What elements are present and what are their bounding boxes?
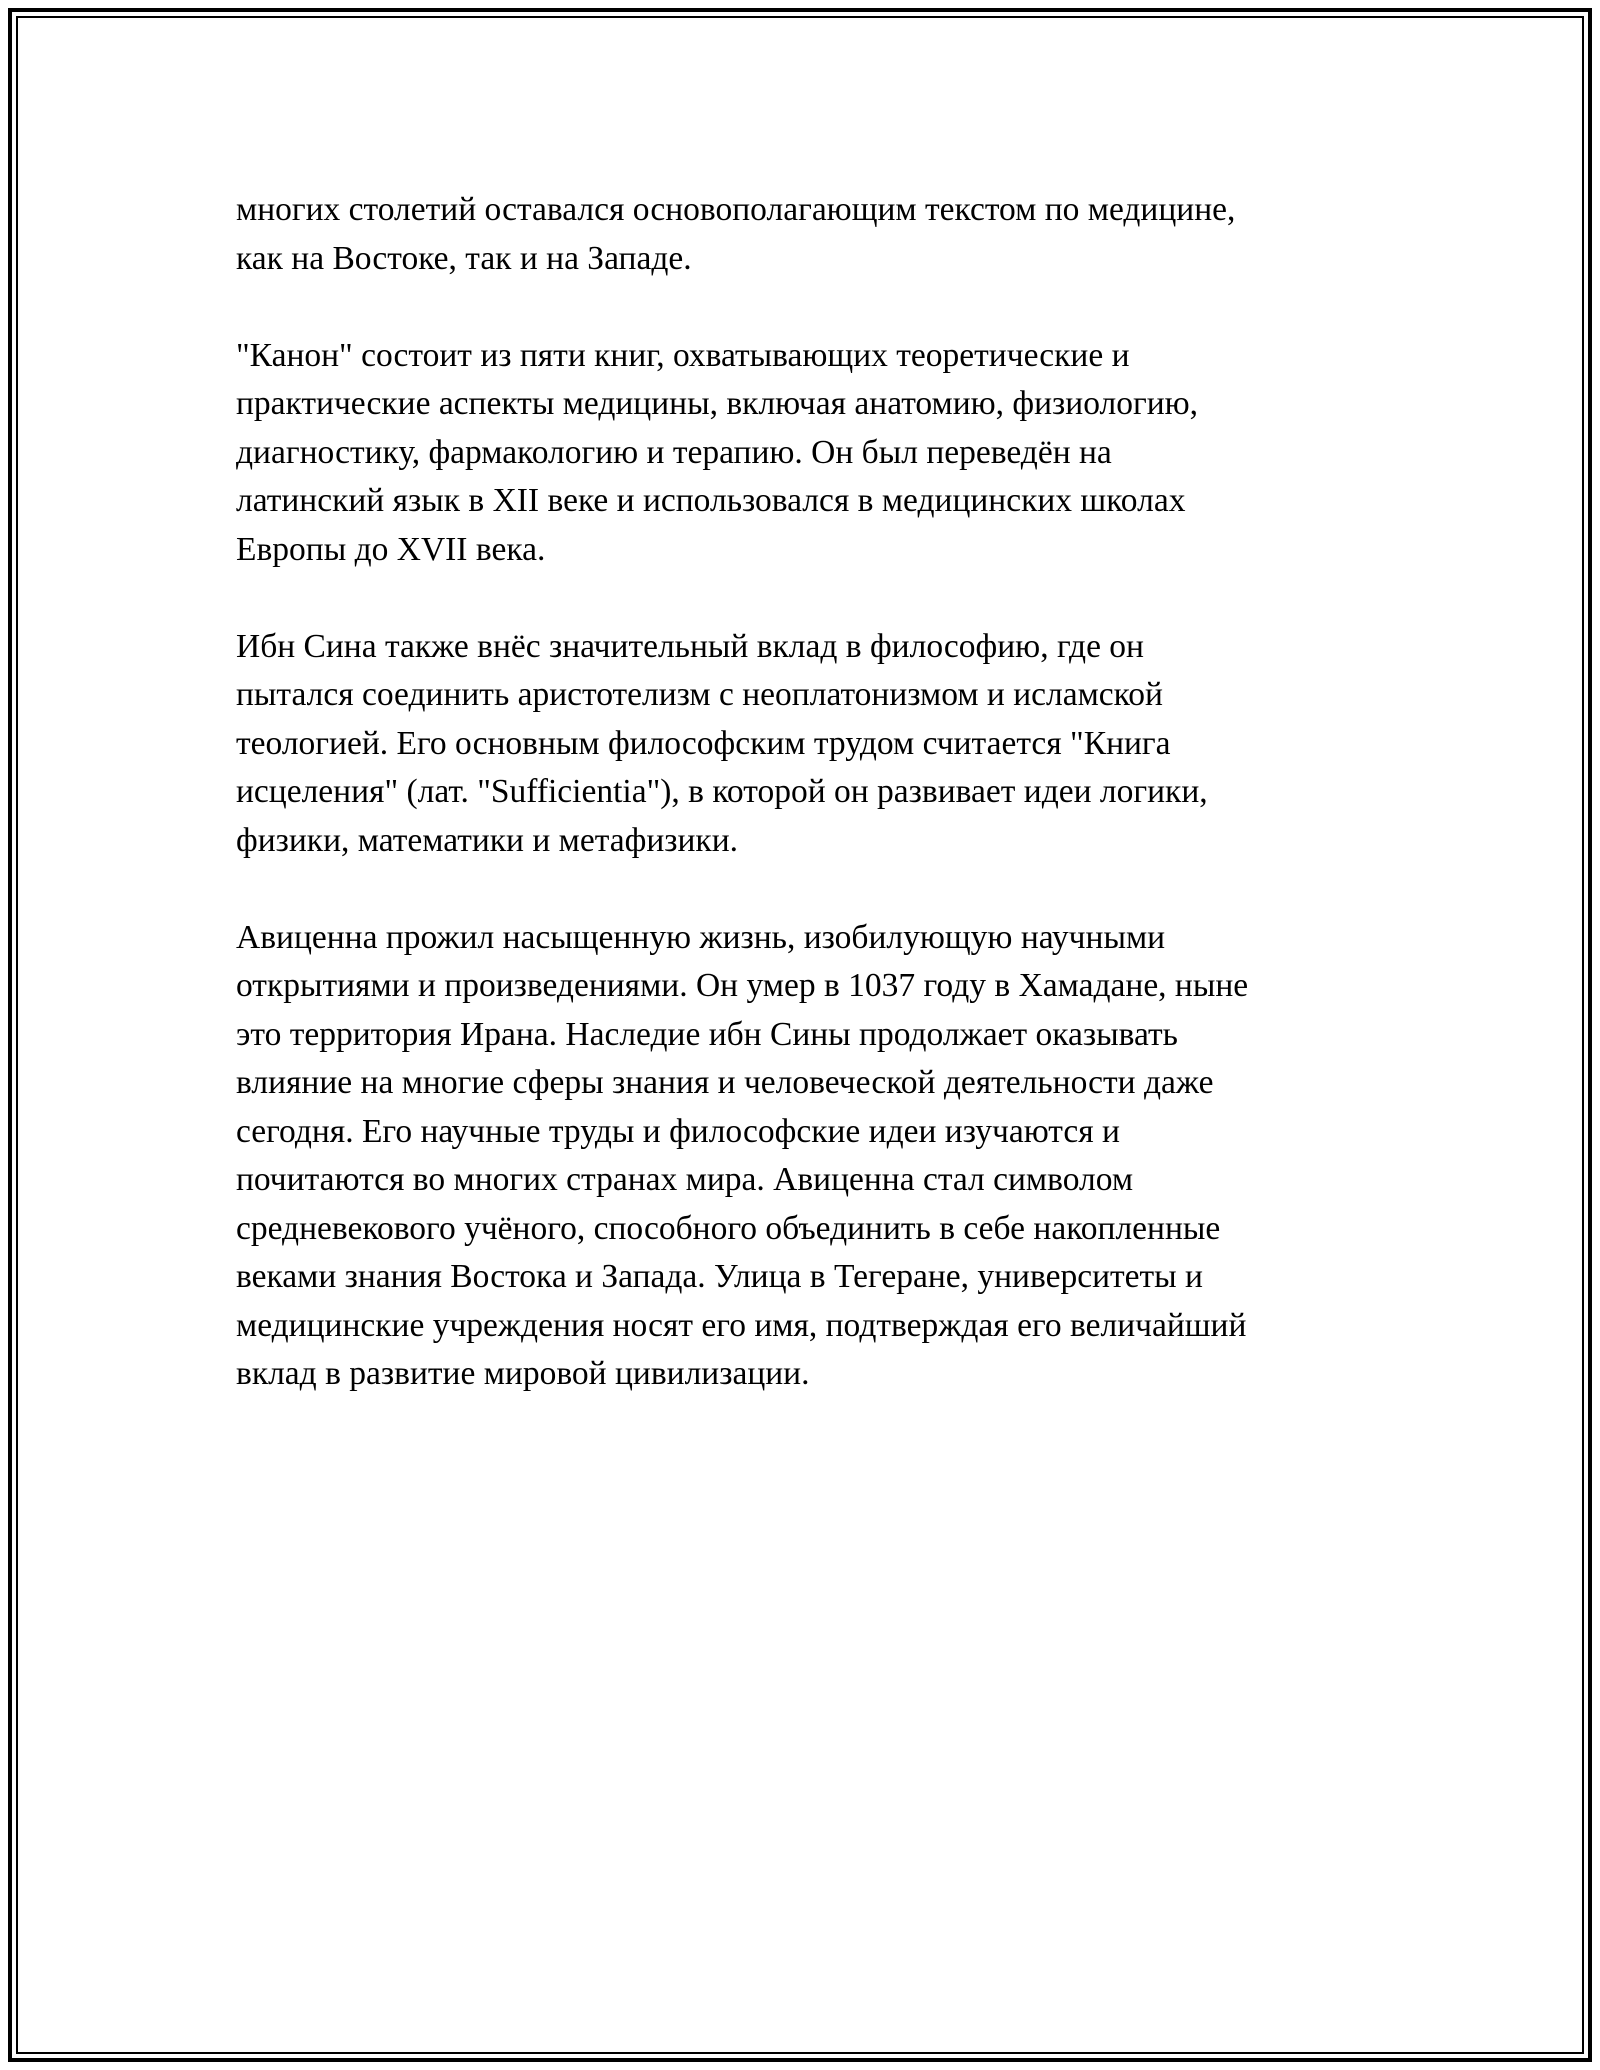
document-body bbox=[236, 186, 1366, 1447]
paragraph-3: Ибн Сина также внёс значительный вклад в философию, где он пытался соединить аристотелизм с неоплатонизмом и исламской теологией. Его основным философским трудом считается "Книга исцеления" (лат. "Sufficientia"), в которой он развивает идеи логики, физики, математики и метафизики. bbox=[236, 627, 1208, 859]
paragraph-4: Авиценна прожил насыщенную жизнь, изобилующую научными открытиями и произведениями. Он умер в 1037 году в Хамадане, ныне это территория Ирана. Наследие ибн Сины продолжает оказывать влияние на многие сферы знания и человеческой деятельности даже сегодня. Его научные труды и философские идеи изучаются и почитаются во многих странах мира. Авиценна стал символом средневекового учёного, способного объединить в себе накопленные веками знания Востока и Запада. Улица в Тегеране, университеты и медицинские учреждения носят его имя, подтверждая его величайший вклад в развитие мировой цивилизации. bbox=[236, 918, 1249, 1392]
paragraph-2: "Канон" состоит из пяти книг, охватывающих теоретические и практические аспекты медицины, включая анатомию, физиологию, диагностику, фармакологию и терапию. Он был переведён на латинский язык в XII веке и использовался в медицинских школах Европы до XVII века. bbox=[236, 336, 1199, 568]
paragraph-1: многих столетий оставался основополагающим текстом по медицине, как на Востоке, так и на Западе. bbox=[236, 191, 1236, 277]
